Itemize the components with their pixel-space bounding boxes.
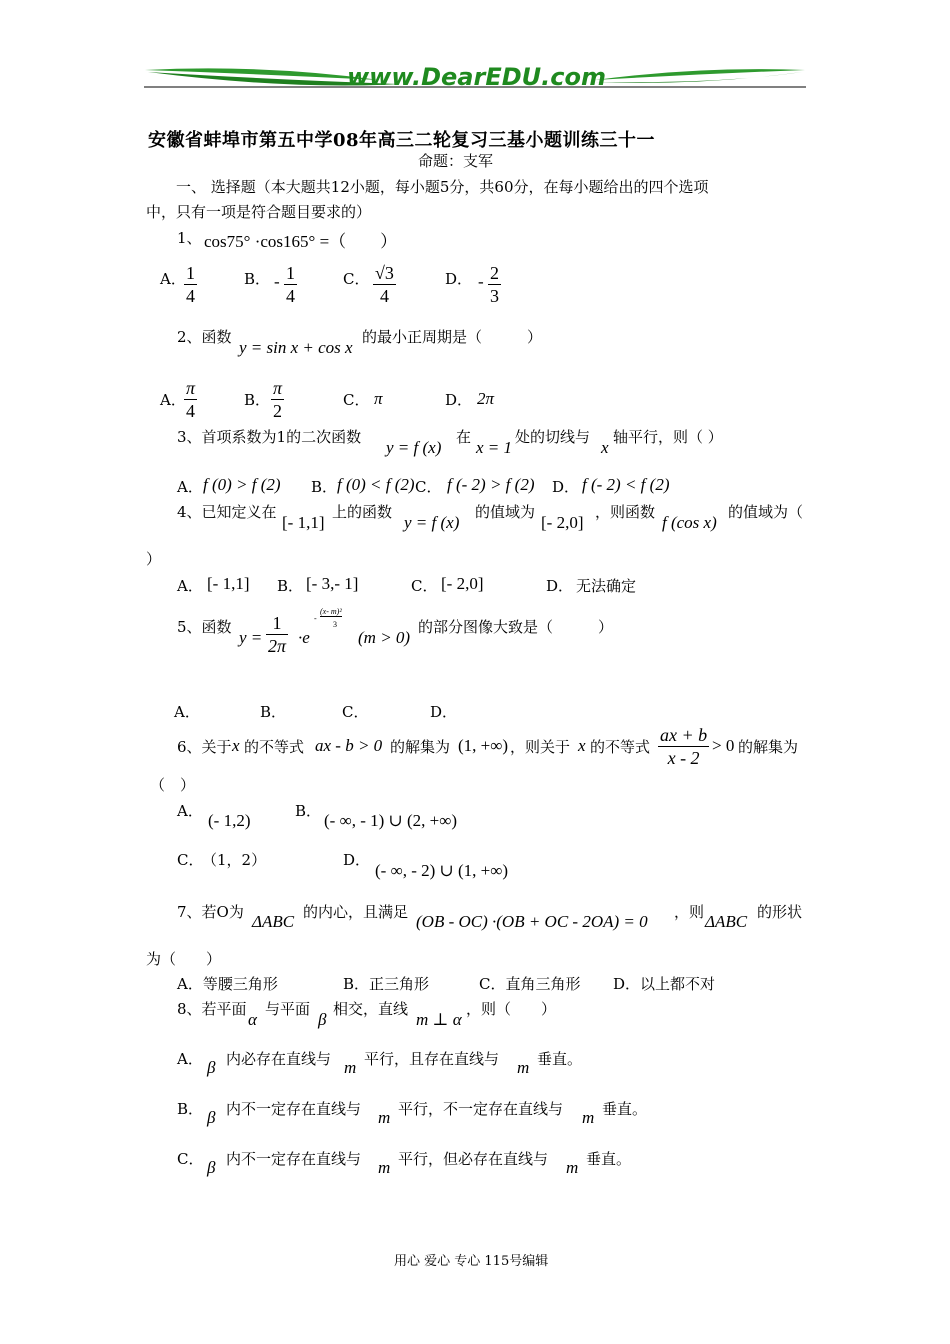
q8-a-m2: m	[517, 1058, 530, 1077]
q4-option-d-label: D．	[546, 577, 574, 595]
q2-option-b-fraction	[271, 377, 284, 422]
q4-option-b-value: [- 3,- 1]	[306, 574, 359, 593]
q6-mid1: 的不等式	[244, 738, 305, 756]
q1-expression: cos75° ·cos165° =（ ）	[204, 232, 398, 251]
q3-suffix: 轴平行，则（ ）	[613, 428, 723, 446]
q4-prefix: 4、已知定义在	[177, 503, 277, 521]
q3-option-b-value: f (0) < f (2)	[337, 475, 415, 494]
q1-b-numerator: 1	[286, 263, 295, 283]
q6-mid2: 的解集为	[390, 738, 451, 756]
q7-triangle-2: ΔABC	[705, 912, 748, 931]
q8-b-m2: m	[582, 1108, 595, 1127]
q7-mid2: ，则	[674, 903, 705, 921]
q1-a-numerator: 1	[186, 263, 195, 283]
q4-option-d-value: 无法确定	[576, 577, 637, 595]
q3-option-c-value: f (- 2) > f (2)	[447, 475, 535, 494]
q6-wrap: （ ）	[150, 776, 196, 794]
q4-mid3: ，则函数	[595, 503, 656, 521]
q4-option-a-label: A．	[177, 577, 203, 595]
q7-suffix: 的形状	[757, 903, 803, 921]
q8-prefix: 8、若平面	[177, 1000, 247, 1018]
q5-fraction	[266, 612, 288, 657]
q2-b-denominator: 2	[271, 399, 284, 422]
q3-option-c-label: C．	[415, 478, 442, 496]
q3-point: x = 1	[476, 438, 513, 457]
q1-b-sign: -	[274, 272, 280, 291]
q2-option-c-label: C．	[343, 391, 370, 409]
q2-option-a-fraction	[184, 377, 197, 422]
q2-prefix: 2、函数	[177, 328, 232, 346]
q8-c-m1: m	[378, 1158, 391, 1177]
q3-option-a-label: A．	[177, 478, 203, 496]
q6-numerator: ax + b	[660, 725, 708, 745]
q8-a-m1: m	[344, 1058, 357, 1077]
q6-option-d-value: (- ∞, - 2) ∪ (1, +∞)	[375, 861, 509, 880]
q6-denominator: x - 2	[658, 746, 709, 769]
author-line: 命题：支军	[418, 152, 494, 170]
q8-a-text1: 内必存在直线与	[226, 1050, 332, 1068]
q1-option-c-label: C．	[343, 270, 370, 288]
q7-option-c: C．直角三角形	[479, 975, 581, 993]
q3-option-d-label: D．	[552, 478, 580, 496]
q4-function: y = f (x)	[404, 513, 460, 532]
q8-b-beta: β	[207, 1108, 216, 1127]
q8-c-text2: 平行，但必存在直线与	[398, 1150, 549, 1168]
q1-option-b-fraction	[284, 262, 297, 307]
q1-option-a-label: A．	[160, 270, 186, 288]
q6-gt-zero: > 0	[712, 736, 735, 755]
q3-option-a-value: f (0) > f (2)	[203, 475, 281, 494]
q5-condition: (m > 0)	[358, 628, 411, 647]
q7-option-a: A．等腰三角形	[177, 975, 278, 993]
q6-option-b-value: (- ∞, - 1) ∪ (2, +∞)	[324, 811, 458, 830]
q5-exp-sign: -	[314, 614, 317, 623]
q4-option-a-value: [- 1,1]	[207, 574, 250, 593]
q8-c-text1: 内不一定存在直线与	[226, 1150, 362, 1168]
q1-d-denominator: 3	[490, 286, 499, 306]
q4-mid1: 上的函数	[332, 503, 393, 521]
q1-option-c-fraction	[373, 262, 396, 307]
q4-domain: [- 1,1]	[282, 513, 325, 532]
q5-exp-denominator: 3	[333, 620, 337, 629]
q6-option-a-value: (- 1,2)	[208, 811, 251, 830]
q5-y: y =	[239, 628, 263, 647]
q1-c-numerator: √3	[375, 263, 394, 283]
q5-option-b-label: B．	[260, 703, 287, 721]
q1-option-d-fraction	[488, 262, 501, 307]
q5-option-d-label: D．	[430, 703, 458, 721]
q6-option-c-label: C．	[177, 851, 204, 869]
q2-a-numerator: π	[186, 378, 196, 398]
q5-exp-base: ·e	[298, 628, 310, 647]
q8-c-beta: β	[207, 1158, 216, 1177]
page-title: 安徽省蚌埠市第五中学08年高三二轮复习三基小题训练三十一	[148, 130, 656, 151]
q4-mid2: 的值域为	[475, 503, 536, 521]
page-footer: 用心 爱心 专心 115号编辑	[394, 1254, 549, 1269]
q1-a-denominator: 4	[186, 286, 195, 306]
q6-mid4: 的不等式	[590, 738, 651, 756]
q8-a-beta: β	[207, 1058, 216, 1077]
q7-vector-expression: (OB - OC) ·(OB + OC - 2OA) = 0	[416, 912, 648, 931]
q5-numerator: 1	[272, 613, 282, 633]
q3-mid1: 在	[456, 428, 472, 446]
q8-b-text3: 垂直。	[602, 1100, 648, 1118]
q2-a-denominator: 4	[184, 399, 197, 422]
q6-prefix: 6、关于	[177, 738, 232, 756]
q6-fraction	[658, 724, 709, 769]
q8-alpha: α	[248, 1010, 257, 1029]
q8-option-a-label: A．	[177, 1050, 203, 1068]
q7-option-b: B．正三角形	[343, 975, 430, 993]
q3-axis-var: x	[601, 438, 609, 457]
q8-a-text3: 垂直。	[537, 1050, 583, 1068]
q4-wrap: ）	[146, 550, 162, 568]
q8-b-text1: 内不一定存在直线与	[226, 1100, 362, 1118]
q7-mid1: 的内心，且满足	[303, 903, 409, 921]
q4-option-c-value: [- 2,0]	[441, 574, 484, 593]
q6-option-b-label: B．	[295, 802, 322, 820]
q7-wrap: 为（ ）	[146, 950, 222, 968]
q7-prefix: 7、若O为	[177, 903, 244, 921]
q2-option-b-label: B．	[244, 391, 271, 409]
q8-c-text3: 垂直。	[586, 1150, 632, 1168]
q1-option-d-label: D．	[445, 270, 473, 288]
q4-option-b-label: B．	[277, 577, 304, 595]
q8-mid2: 相交，直线	[333, 1000, 409, 1018]
q8-mid1: 与平面	[265, 1000, 311, 1018]
q1-number: 1、	[177, 229, 202, 247]
q1-option-a-fraction	[184, 262, 197, 307]
q6-x2: x	[578, 736, 586, 755]
q2-option-d-label: D．	[445, 391, 473, 409]
q8-option-b-label: B．	[177, 1100, 204, 1118]
section-heading-line1: 一、 选择题（本大题共12小题，每小题5分，共60分，在每小题给出的四个选项	[176, 178, 709, 196]
q2-option-a-label: A．	[160, 391, 186, 409]
q2-option-c-value: π	[374, 389, 383, 408]
q6-suffix: 的解集为	[738, 738, 799, 756]
q5-option-a-label: A．	[174, 703, 200, 721]
logo-text: www.DearEDU.com	[347, 63, 606, 91]
q1-option-b-label: B．	[244, 270, 271, 288]
q3-function: y = f (x)	[386, 438, 442, 457]
q5-denominator: 2π	[268, 636, 287, 656]
section-heading-line2: 中，只有一项是符合题目要求的）	[146, 203, 372, 221]
q8-b-text2: 平行，不一定存在直线与	[398, 1100, 564, 1118]
q3-mid2: 处的切线与	[515, 428, 591, 446]
q1-c-denominator: 4	[373, 284, 396, 307]
q8-a-text2: 平行，且存在直线与	[364, 1050, 500, 1068]
q7-triangle-1: ΔABC	[252, 912, 295, 931]
q1-b-denominator: 4	[286, 286, 295, 306]
q6-option-a-label: A．	[177, 802, 203, 820]
q6-x1: x	[232, 736, 240, 755]
q8-c-m2: m	[566, 1158, 579, 1177]
q1-d-numerator: 2	[490, 263, 499, 283]
q3-option-d-value: f (- 2) < f (2)	[582, 475, 670, 494]
q6-option-c-value: （1，2）	[202, 851, 267, 869]
q8-option-c-label: C．	[177, 1150, 204, 1168]
q6-inequality: ax - b > 0	[315, 736, 383, 755]
q1-d-sign: -	[478, 272, 484, 291]
q4-composite: f (cos x)	[662, 513, 717, 532]
q8-b-m1: m	[378, 1108, 391, 1127]
q7-option-d: D．以上都不对	[613, 975, 716, 993]
q6-option-d-label: D．	[343, 851, 371, 869]
q2-option-d-value: 2π	[477, 389, 495, 408]
q2-b-numerator: π	[273, 378, 283, 398]
q5-exp-numerator: (x- m)²	[320, 607, 342, 616]
q5-prefix: 5、函数	[177, 618, 232, 636]
q5-option-c-label: C．	[342, 703, 369, 721]
q4-suffix: 的值域为（	[728, 503, 804, 521]
q5-suffix: 的部分图像大致是（ ）	[418, 618, 614, 636]
q6-mid3: ，则关于	[510, 738, 571, 756]
q3-prefix: 3、首项系数为1的二次函数	[177, 428, 362, 446]
q8-expression: m ⊥ α	[416, 1010, 462, 1029]
q8-suffix: ，则（ ）	[466, 1000, 557, 1018]
q6-solution-set: (1, +∞)	[458, 736, 509, 755]
q2-expression: y = sin x + cos x	[239, 338, 353, 357]
q2-suffix: 的最小正周期是（ ）	[362, 328, 543, 346]
q4-range: [- 2,0]	[541, 513, 584, 532]
q8-beta: β	[318, 1010, 327, 1029]
q3-option-b-label: B．	[311, 478, 338, 496]
q4-option-c-label: C．	[411, 577, 438, 595]
